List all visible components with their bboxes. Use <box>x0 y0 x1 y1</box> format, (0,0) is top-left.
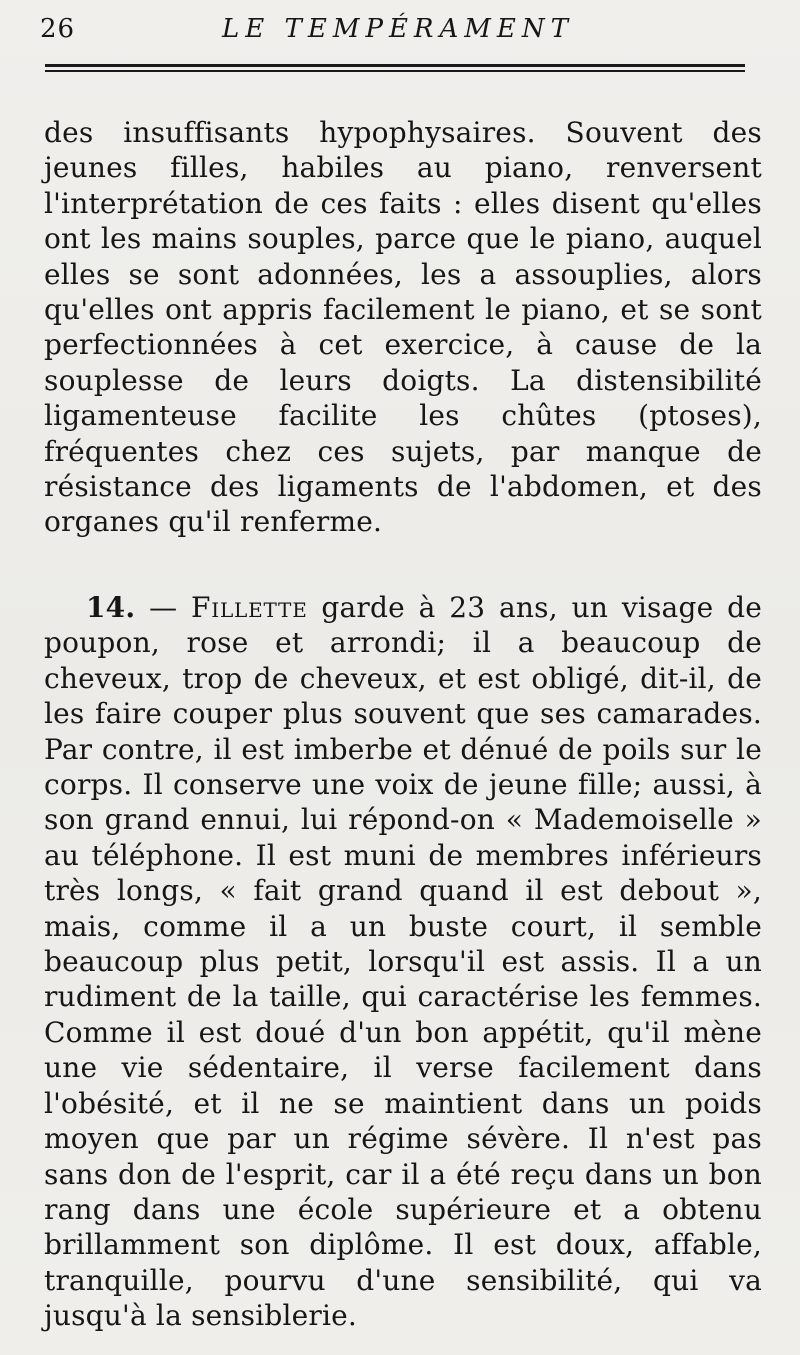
case-number: 14. <box>86 591 136 624</box>
page-header <box>40 8 760 48</box>
case-name: Fillette <box>191 591 308 624</box>
page-number: 26 <box>40 14 76 44</box>
paragraph-continuation <box>40 115 762 540</box>
em-dash: — <box>135 591 192 624</box>
header-rule-top <box>45 64 745 67</box>
paragraph-case-14 <box>40 590 762 1334</box>
header-rule-bottom <box>45 70 745 72</box>
running-title: LE TEMPÉRAMENT <box>222 14 574 44</box>
paragraph-text: des insuffisants hypophysaires. Souvent des jeunes filles, habiles au piano, renversent l'interprétation de ces faits : elles disent qu'elles ont les mains souples, parce que le piano, auquel elles se sont adonnées, les a assouplies, alors qu'elles ont appris facilement le piano, et se sont perfectionnées à cet exercice, à cause de la souplesse de leurs doigts. La distensibilité ligamenteuse facilite les chûtes (ptoses), fréquentes chez ces sujets, par manque de résistance des ligaments de l'abdomen, et des organes qu'il renferme. <box>44 116 762 539</box>
paragraph-text: garde à 23 ans, un visage de poupon, rose et arrondi; il a beaucoup de cheveux, trop de cheveux, et est obligé, dit-il, de les faire couper plus souvent que ses camarades. Par contre, il est imberbe et dénué de poils sur le corps. Il conserve une voix de jeune fille; aussi, à son grand ennui, lui répond-on « Mademoiselle » au téléphone. Il est muni de membres inférieurs très longs, « fait grand quand il est debout », mais, comme il a un buste court, il semble beaucoup plus petit, lorsqu'il est assis. Il a un rudiment de la taille, qui caractérise les femmes. Comme il est doué d'un bon appétit, qu'il mène une vie sédentaire, il verse facilement dans l'obésité, et il ne se maintient dans un poids moyen que par un régime sévère. Il n'est pas sans don de l'esprit, car il a été reçu dans un bon rang dans une école supérieure et a obtenu brillamment son diplôme. Il est doux, affable, tranquille, pourvu d'une sensibilité, qui va jusqu'à la sensiblerie. <box>44 591 762 1333</box>
